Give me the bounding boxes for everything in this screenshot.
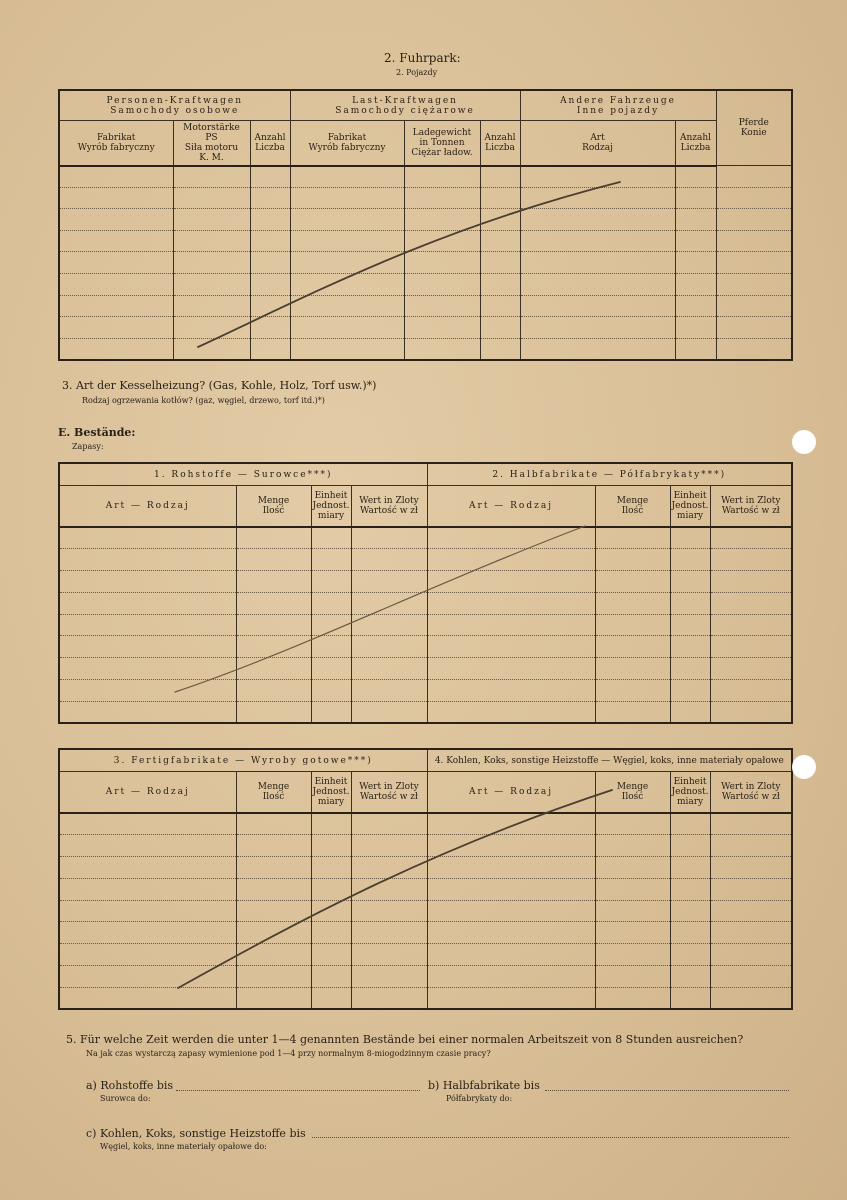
q5-c-field[interactable] <box>312 1137 789 1138</box>
q5-b-label: b) Halbfabrikate bis <box>428 1079 540 1092</box>
q5-c-label-pl: Węgiel, koks, inne materiały opałowe do: <box>100 1142 267 1151</box>
finished-value-header: Wert in Zloty Wartość w zł <box>351 772 427 813</box>
raw-kind-header: Art — Rodzaj <box>59 486 236 527</box>
finished-unit-header: Einheit Jednost. miary <box>311 772 351 813</box>
raw-qty-header: Menge Ilość <box>236 486 311 527</box>
fleet-heading: 2. Fuhrpark: <box>384 51 461 65</box>
q5-label: 5. Für welche Zeit werden die unter 1—4 genannten Bestände bei einer normalen Arbeitszeit von 8 Stunden ausreichen? <box>66 1033 744 1046</box>
semi-kind-header: Art — Rodzaj <box>427 486 595 527</box>
stocks-table-raw-semi <box>58 462 793 724</box>
other-count-header: Anzahl Liczba <box>675 121 716 166</box>
stocks-table-finished-fuel-body <box>59 813 792 1009</box>
fuel-unit-header: Einheit Jednost. miary <box>670 772 710 813</box>
fleet-table <box>58 89 793 361</box>
raw-unit-header: Einheit Jednost. miary <box>311 486 351 527</box>
q5-a-label-pl: Surowca do: <box>100 1094 151 1103</box>
semi-unit-header: Einheit Jednost. miary <box>670 486 710 527</box>
stocks-table-finished-fuel <box>58 748 793 1010</box>
finished-goods-header: 3. Fertigfabrikate — Wyroby gotowe***) <box>59 749 427 772</box>
punch-hole-bottom <box>792 755 816 779</box>
semi-finished-header: 2. Halbfabrikate — Półfabrykaty***) <box>427 463 792 486</box>
fuel-value-header: Wert in Zloty Wartość w zł <box>710 772 792 813</box>
q3-label-pl: Rodzaj ogrzewania kotłów? (gaz, węgiel, drzewo, torf itd.)*) <box>82 396 325 405</box>
fuel-header: 4. Kohlen, Koks, sonstige Heizstoffe — Węgiel, koks, inne materiały opałowe <box>427 749 792 772</box>
horses-header: Pferde Konie <box>716 90 792 166</box>
q5-c-label: c) Kohlen, Koks, sonstige Heizstoffe bis <box>86 1127 306 1140</box>
fleet-heading-pl: 2. Pojazdy <box>396 68 438 77</box>
truck-make-header: Fabrikat Wyrób fabryczny <box>290 121 404 166</box>
q5-label-pl: Na jak czas wystarczą zapasy wymienione pod 1—4 przy normalnym 8-miogodzinnym czasie pracy? <box>86 1049 491 1058</box>
q5-b-field[interactable] <box>545 1090 789 1091</box>
fuel-kind-header: Art — Rodzaj <box>427 772 595 813</box>
q5-a-field[interactable] <box>176 1090 420 1091</box>
raw-materials-header: 1. Rohstoffe — Surowce***) <box>59 463 427 486</box>
semi-value-header: Wert in Zloty Wartość w zł <box>710 486 792 527</box>
car-make-header: Fabrikat Wyrób fabryczny <box>59 121 173 166</box>
stocks-table-raw-semi-body <box>59 527 792 723</box>
stocks-heading: E. Bestände: <box>58 426 136 439</box>
cars-group-header: Personen-Kraftwagen Samochody osobowe <box>59 90 290 121</box>
car-count-header: Anzahl Liczba <box>250 121 290 166</box>
q3-label: 3. Art der Kesselheizung? (Gas, Kohle, Holz, Torf usw.)*) <box>62 379 377 392</box>
raw-value-header: Wert in Zloty Wartość w zł <box>351 486 427 527</box>
stocks-heading-pl: Zapasy: <box>72 442 104 451</box>
fuel-qty-header: Menge Ilość <box>595 772 670 813</box>
trucks-group-header: Last-Kraftwagen Samochody ciężarowe <box>290 90 520 121</box>
truck-count-header: Anzahl Liczba <box>480 121 520 166</box>
finished-qty-header: Menge Ilość <box>236 772 311 813</box>
punch-hole-top <box>792 430 816 454</box>
car-power-header: Motorstärke PS Siła motoru K. M. <box>173 121 250 166</box>
fleet-table-body <box>59 166 792 360</box>
q5-a-label: a) Rohstoffe bis <box>86 1079 174 1092</box>
other-kind-header: Art Rodzaj <box>520 121 675 166</box>
semi-qty-header: Menge Ilość <box>595 486 670 527</box>
other-group-header: Andere Fahrzeuge Inne pojazdy <box>520 90 716 121</box>
finished-kind-header: Art — Rodzaj <box>59 772 236 813</box>
q5-b-label-pl: Półfabrykaty do: <box>446 1094 513 1103</box>
truck-load-header: Ladegewicht in Tonnen Ciężar ładow. <box>404 121 480 166</box>
